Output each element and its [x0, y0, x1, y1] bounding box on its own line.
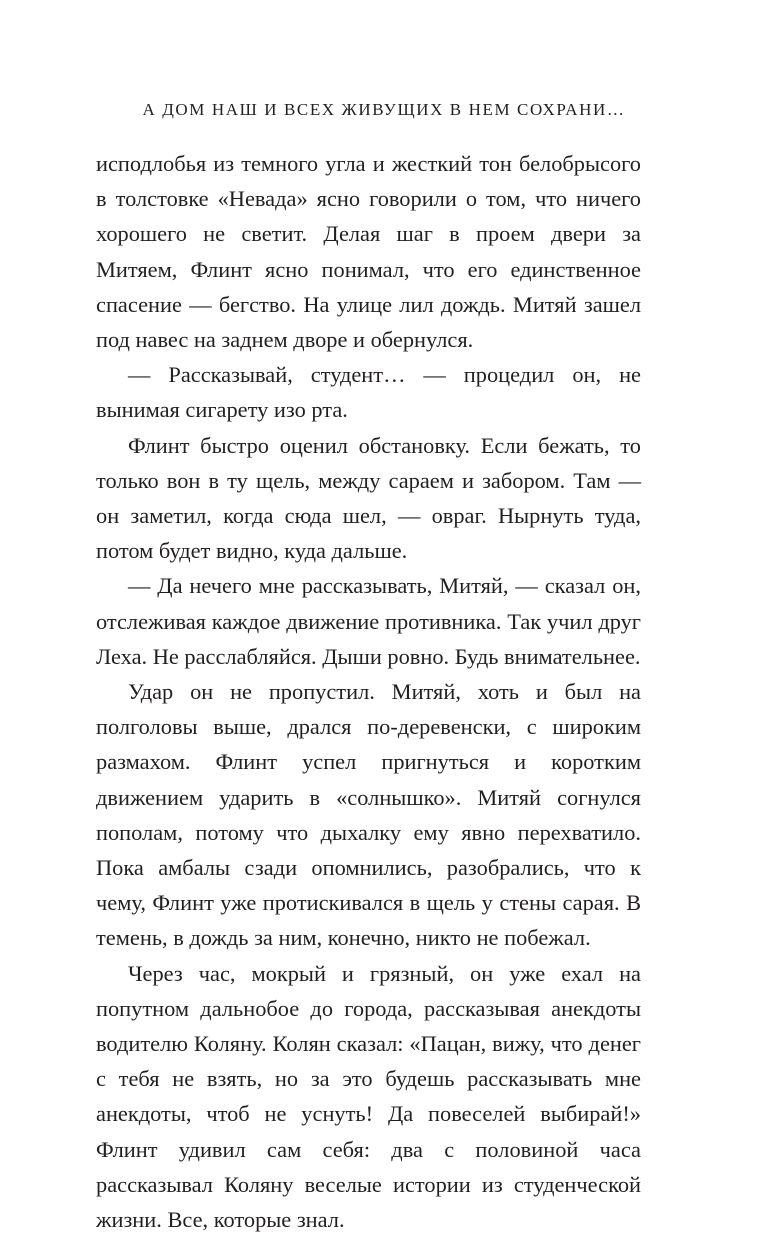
running-head: А ДОМ НАШ И ВСЕХ ЖИВУЩИХ В НЕМ СОХРАНИ…: [142, 100, 626, 119]
paragraph: Через час, мокрый и грязный, он уже ехал на попутном дальнобое до города, рассказывая анекдоты водителю Коляну. Колян сказал: «Пацан, вижу, что денег с тебя не взять, но за это будешь рассказывать мне анекдоты, чтоб не уснуть! Да повеселей выбирай!» Флинт удивил сам себя: два с половиной часа рассказывал Коляну веселые истории из студенческой жизни. Все, которые знал.: [96, 960, 641, 1233]
paragraph: — Да нечего мне рассказывать, Митяй, — сказал он, отслеживая каждое движение противника. Так учил друг Леха. Не расслабляйся. Дыши ровно. Будь внимательнее.: [96, 573, 641, 669]
paragraph: Удар он не пропустил. Митяй, хоть и был на полголовы выше, дрался по-деревенски, с широким размахом. Флинт успел пригнуться и коротким движением ударить в «солнышко». Митяй согнулся пополам, потому что дыхалку ему явно перехватило. Пока амбалы сзади опомнились, разобрались, что к чему, Флинт уже протискивался в щель у стены сарая. В темень, в дождь за ним, конечно, никто не побежал.: [96, 679, 641, 951]
paragraph: — Рассказывай, студент… — процедил он, не вынимая сигарету изо рта.: [96, 362, 641, 423]
body-text: [96, 146, 641, 1237]
paragraph: Флинт быстро оценил обстановку. Если бежать, то только вон в ту щель, между сараем и забором. Там — он заметил, когда сюда шел, — овраг. Нырнуть туда, потом будет видно, куда дальше.: [96, 432, 641, 564]
paragraph: исподлобья из темного угла и жесткий тон белобрысого в толстовке «Невада» ясно говорили о том, что ничего хорошего не светит. Делая шаг в проем двери за Митяем, Флинт ясно понимал, что его единственное спасение — бегство. На улице лил дождь. Митяй зашел под навес на заднем дворе и обернулся.: [96, 151, 641, 353]
